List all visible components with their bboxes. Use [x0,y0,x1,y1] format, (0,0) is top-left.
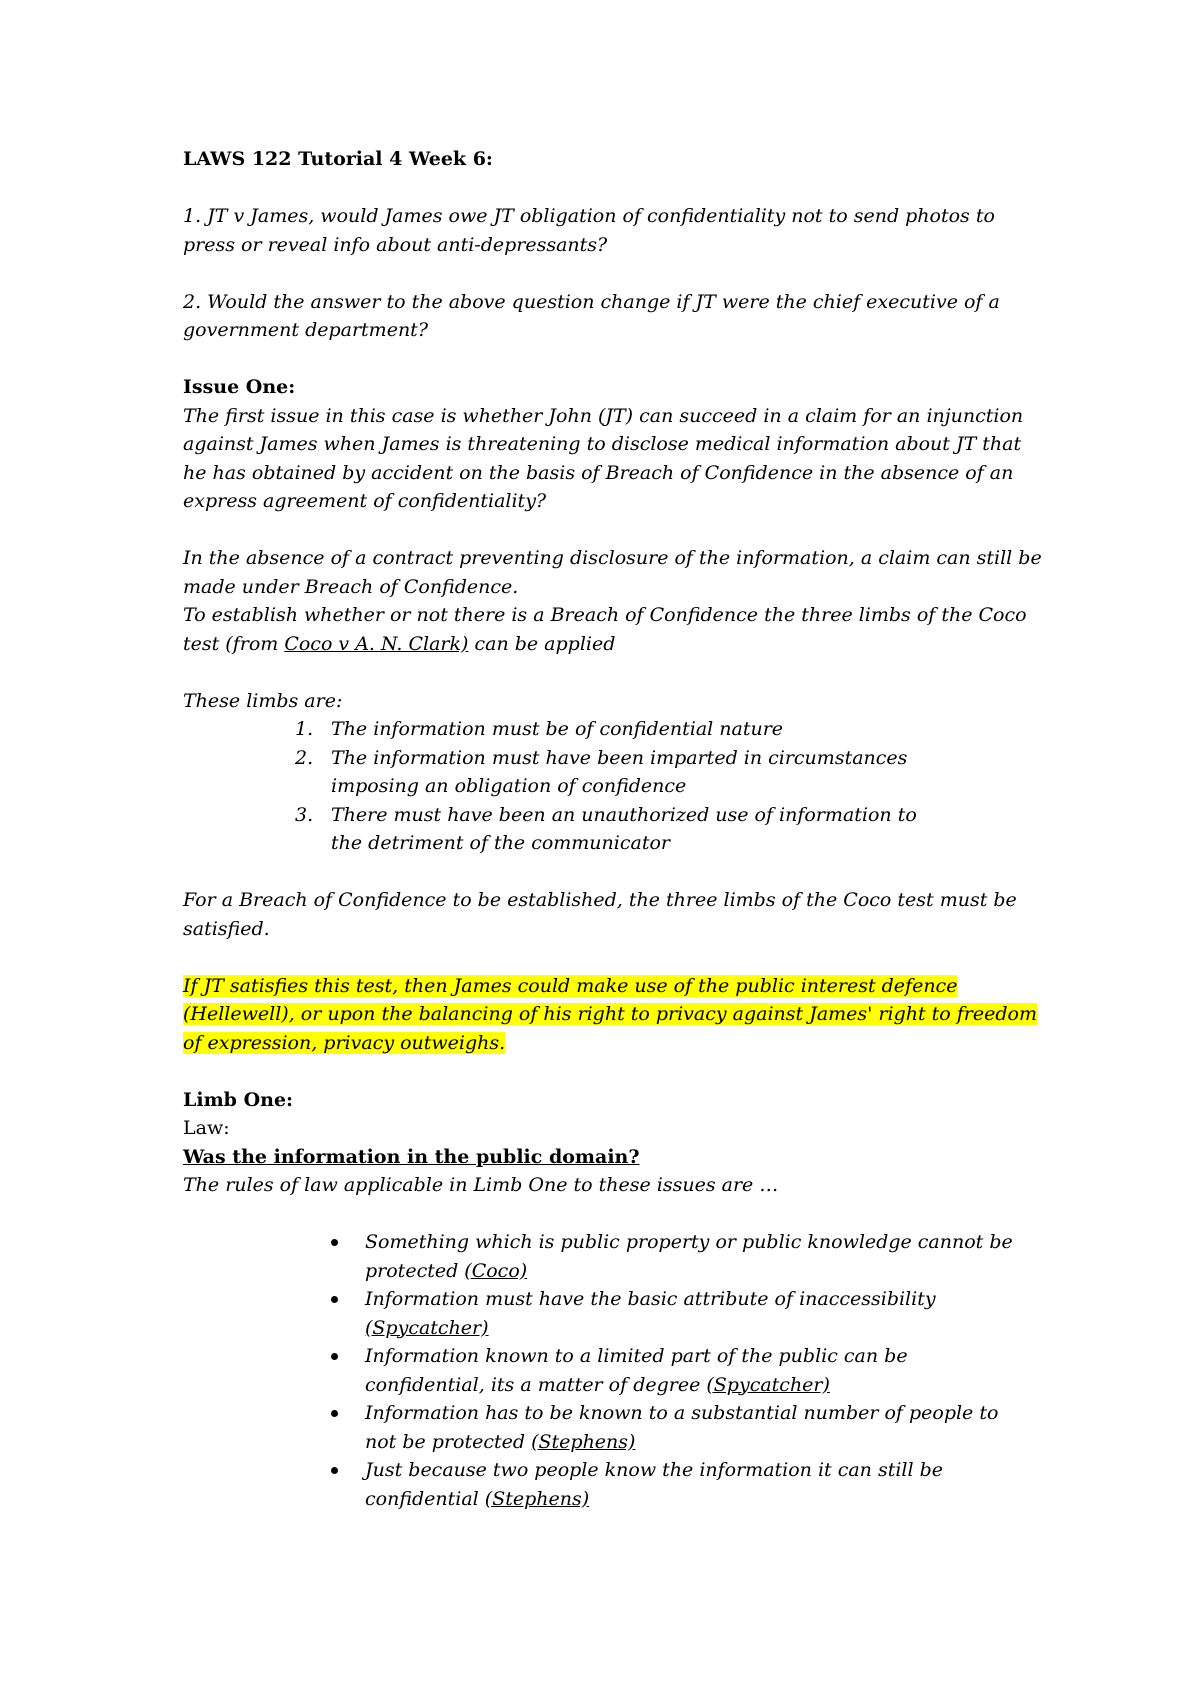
rule-text: Information must have the basic attribute of inaccessibility [365,1288,936,1310]
bullet-icon [331,1410,338,1417]
list-item [295,715,951,744]
question-one: 1. JT v James, would James owe JT obligation of confidentiality not to send photos to press or reveal info about anti-depressants? [183,205,995,256]
list-number: 2. [295,746,314,769]
bullet-icon [331,1353,338,1360]
limbs-list [183,715,1043,858]
list-item [295,744,951,801]
case-reference: (Spycatcher) [365,1316,489,1339]
rule-text: Just because two people know the information it can still be confidential [365,1459,944,1510]
issue-one-heading: Issue One: [183,376,296,398]
bullet-icon [331,1296,338,1303]
list-number: 3. [295,803,314,826]
establish-text-pre: To establish whether or not there is a Breach of Confidence the three limbs of the Coco test (from [183,604,1027,655]
limbs-intro: These limbs are: [183,689,343,712]
bullet-icon [331,1467,338,1474]
case-reference: (Coco) [464,1259,528,1282]
case-reference: (Stephens) [484,1487,590,1510]
rule-text: Something which is public property or public knowledge cannot be protected [365,1231,1013,1282]
rule-text: Information known to a limited part of the public can be confidential, its a matter of degree [365,1345,908,1396]
case-reference: Coco v A. N. Clark) [284,632,469,655]
highlight-text: If JT satisfies this test, then James could make use of the public interest defence (Hellewell), or upon the balancing of his right to privacy against James' right to freedom of expression, privacy outweighs. [183,974,1037,1054]
list-text: There must have been an unauthorized use of information to the detriment of the communicator [331,803,917,854]
document-title: LAWS 122 Tutorial 4 Week 6: [183,148,493,170]
question-two: 2. Would the answer to the above question change if JT were the chief executive of a government department? [183,290,1000,341]
list-item [295,801,951,858]
issue-one-text: The first issue in this case is whether John (JT) can succeed in a claim for an injunction against James when James is threatening to disclose medical information about JT that he has obtained by accident on the basis of Breach of Confidence in the absence of an express agreement of confidentiality? [183,404,1024,512]
establish-paragraph [183,601,1043,658]
contract-paragraph: In the absence of a contract preventing disclosure of the information, a claim can still be made under Breach of Confidence. [183,547,1042,598]
law-heading: Law: [183,1117,230,1139]
rule-text: Information has to be known to a substantial number of people to not be protected [365,1402,999,1453]
case-reference: (Stephens) [531,1430,636,1453]
document-page [183,145,1043,1513]
establish-text-post: can be applied [468,632,616,655]
list-item [365,1342,1025,1399]
list-number: 1. [295,718,314,740]
bullet-icon [331,1239,338,1246]
list-text: The information must be of confidential nature [331,718,784,740]
highlighted-paragraph [183,972,1043,1058]
case-reference: (Spycatcher) [706,1373,830,1396]
rules-intro: The rules of law applicable in Limb One to these issues are … [183,1174,779,1196]
list-item [365,1285,1025,1342]
limb-one-heading: Limb One: [183,1088,294,1111]
list-text: The information must have been imparted in circumstances imposing an obligation of confidence [331,746,908,797]
public-domain-question: Was the information in the public domain? [183,1145,640,1168]
list-item [365,1399,1025,1456]
rules-list [183,1228,1043,1513]
list-item [365,1456,1025,1513]
satisfied-paragraph: For a Breach of Confidence to be established, the three limbs of the Coco test must be satisfied. [183,889,1017,940]
list-item [365,1228,1025,1285]
